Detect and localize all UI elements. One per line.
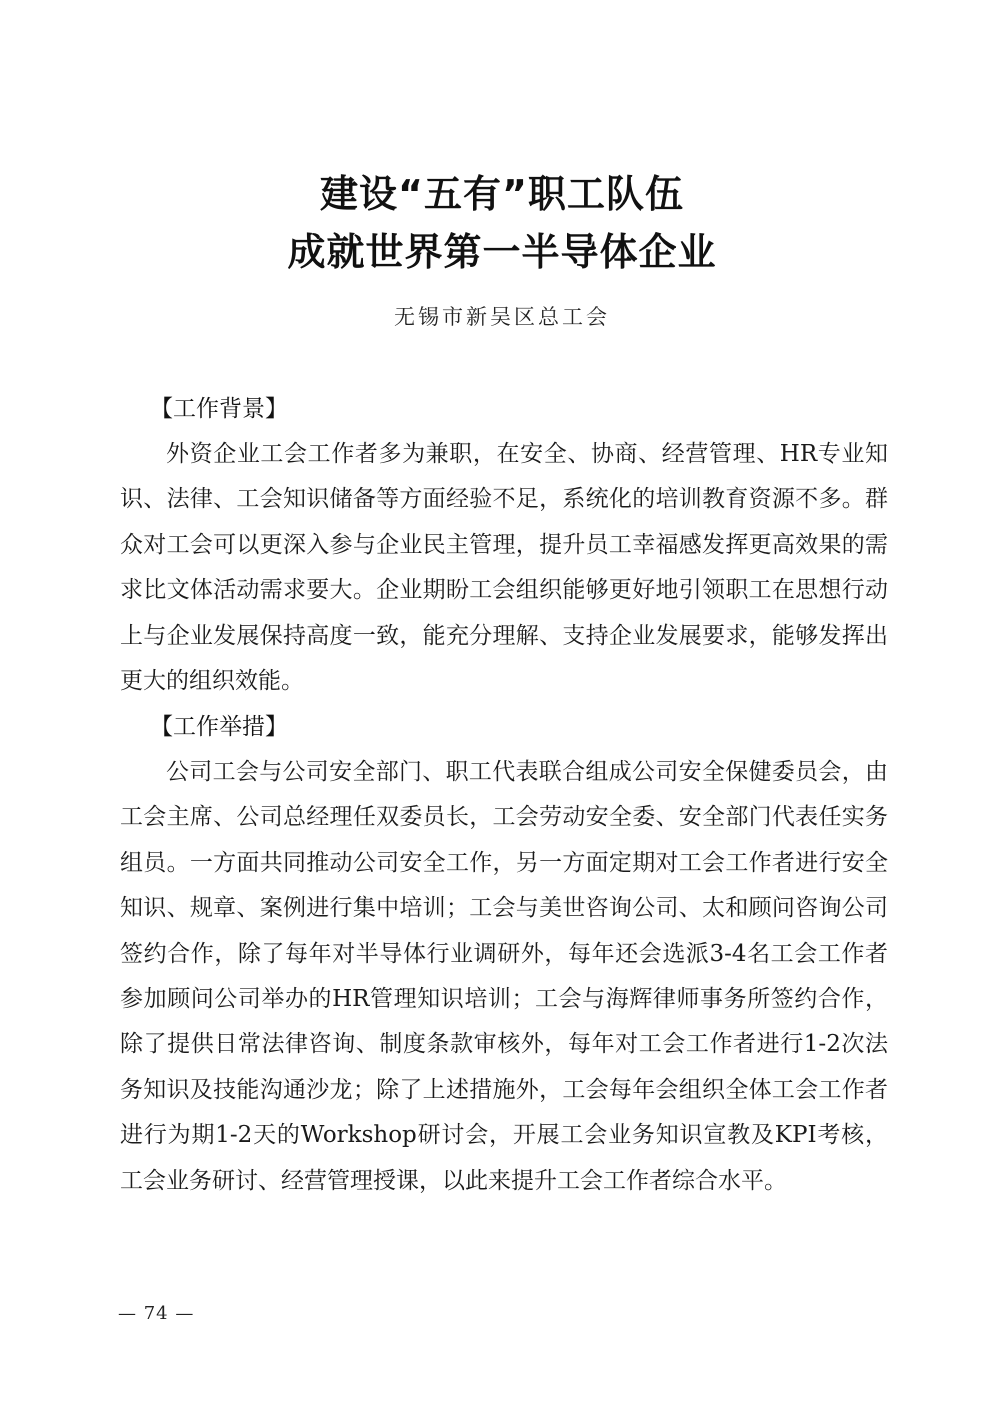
- section-body-background: 外资企业工会工作者多为兼职，在安全、协商、经营管理、HR专业知识、法律、工会知识储备等方面经验不足，系统化的培训教育资源不多。群众对工会可以更深入参与企业民主管理，提升员工幸福感发挥更高效果的需求比文体活动需求要大。企业期盼工会组织能够更好地引领职工在思想行动上与企业发展保持高度一致，能充分理解、支持企业发展要求，能够发挥出更大的组织效能。: [120, 441, 888, 695]
- page-title-line-2: 成就世界第一半导体企业: [287, 230, 717, 274]
- author-line: 无锡市新吴区总工会: [394, 305, 610, 329]
- section-heading-measures: 【工作举措】: [150, 714, 288, 740]
- section-heading-background: 【工作背景】: [150, 396, 288, 422]
- page-title-line-1: 建设“五有”职工队伍: [320, 172, 684, 216]
- page-number: — 74 —: [118, 1303, 195, 1324]
- section-body-measures: 公司工会与公司安全部门、职工代表联合组成公司安全保健委员会，由工会主席、公司总经理任双委员长，工会劳动安全委、安全部门代表任实务组员。一方面共同推动公司安全工作，另一方面定期对工会工作者进行安全知识、规章、案例进行集中培训；工会与美世咨询公司、太和顾问咨询公司签约合作，除了每年对半导体行业调研外，每年还会选派3-4名工会工作者参加顾问公司举办的HR管理知识培训；工会与海辉律师事务所签约合作，除了提供日常法律咨询、制度条款审核外，每年对工会工作者进行1-2次法务知识及技能沟通沙龙；除了上述措施外，工会每年会组织全体工会工作者进行为期1-2天的Workshop研讨会，开展工会业务知识宣教及KPI考核，工会业务研讨、经营管理授课，以此来提升工会工作者综合水平。: [120, 759, 888, 1194]
